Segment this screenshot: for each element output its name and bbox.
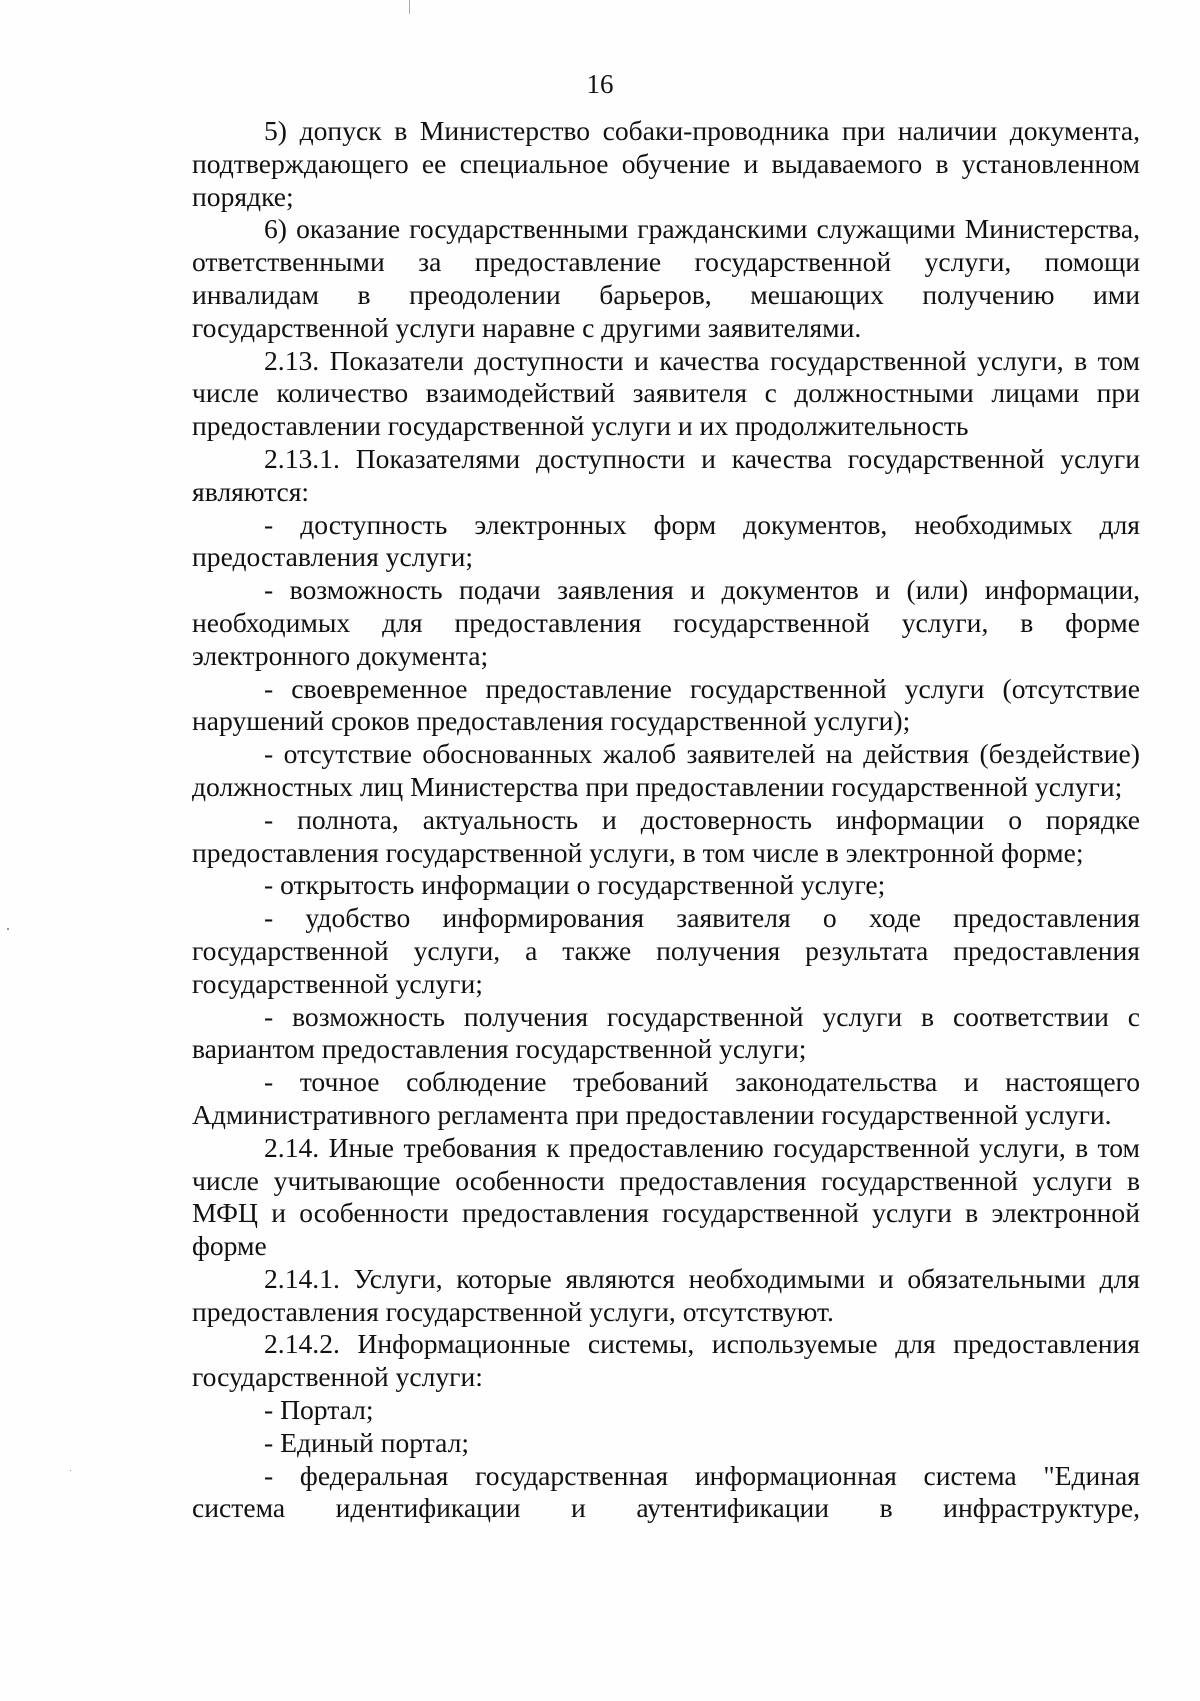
document-body xyxy=(192,115,1140,1525)
info-system-item: - Портал; xyxy=(264,1394,374,1426)
list-item-assistance: 6) оказание государственными гражданскими служащими Министерства, ответственными за предоставление государственной услуги, помощи инвалидам в преодолении барьеров, мешающих получению ими государственной услуги наравне с другими заявителями. xyxy=(192,213,1140,343)
section-heading-2-14: 2.14. Иные требования к предоставлению государственной услуги, в том числе учитывающие особенности предоставления государственной услуги в МФЦ и особенности предоставления государственной услуги в электронной форме xyxy=(192,1131,1140,1262)
bullet-item: - возможность получения государственной услуги в соответствии с вариантом предоставления государственной услуги; xyxy=(192,1000,1140,1065)
scan-artifact-top xyxy=(409,0,410,14)
bullet-item: - доступность электронных форм документов, необходимых для предоставления услуги; xyxy=(192,508,1140,573)
bullet-item: - точное соблюдение требований законодательства и настоящего Административного регламента при предоставлении государственной услуги. xyxy=(192,1066,1140,1130)
subsection-2-14-1: 2.14.1. Услуги, которые являются необходимыми и обязательными для предоставления государственной услуги, отсутствуют. xyxy=(192,1262,1140,1327)
bullet-item: - возможность подачи заявления и документов и (или) информации, необходимых для предоставления государственной услуги, в форме электронного документа; xyxy=(192,574,1140,671)
bullet-item: - своевременное предоставление государственной услуги (отсутствие нарушений сроков предоставления государственной услуги); xyxy=(192,672,1140,737)
info-system-item: - федеральная государственная информационная система "Единая система идентификации и аутентификации в инфраструктуре, xyxy=(192,1459,1140,1524)
subsection-2-13-1: 2.13.1. Показателями доступности и качества государственной услуги являются: xyxy=(192,442,1140,507)
scan-artifact-speck xyxy=(7,928,9,930)
bullet-item: - удобство информирования заявителя о ходе предоставления государственной услуги, а также получения результата предоставления государственной услуги; xyxy=(192,902,1140,999)
list-item-guide-dog: 5) допуск в Министерство собаки-проводника при наличии документа, подтверждающего ее специальное обучение и выдаваемого в установленном порядке; xyxy=(192,115,1140,212)
bullet-item: - полнота, актуальность и достоверность информации о порядке предоставления государственной услуги, в том числе в электронной форме; xyxy=(192,803,1140,868)
bullet-item: - отсутствие обоснованных жалоб заявителей на действия (бездействие) должностных лиц Министерства при предоставлении государственной услуги; xyxy=(192,738,1140,802)
page-number: 16 xyxy=(586,69,614,99)
bullet-item: - открытость информации о государственной услуге; xyxy=(264,869,886,901)
subsection-2-14-2: 2.14.2. Информационные системы, используемые для предоставления государственной услуги: xyxy=(192,1328,1140,1393)
scan-artifact-speck xyxy=(70,1470,71,1471)
section-heading-2-13: 2.13. Показатели доступности и качества государственной услуги, в том числе количество взаимодействий заявителя с должностными лицами при предоставлении государственной услуги и их продолжительность xyxy=(192,344,1140,442)
info-system-item: - Единый портал; xyxy=(264,1426,470,1458)
